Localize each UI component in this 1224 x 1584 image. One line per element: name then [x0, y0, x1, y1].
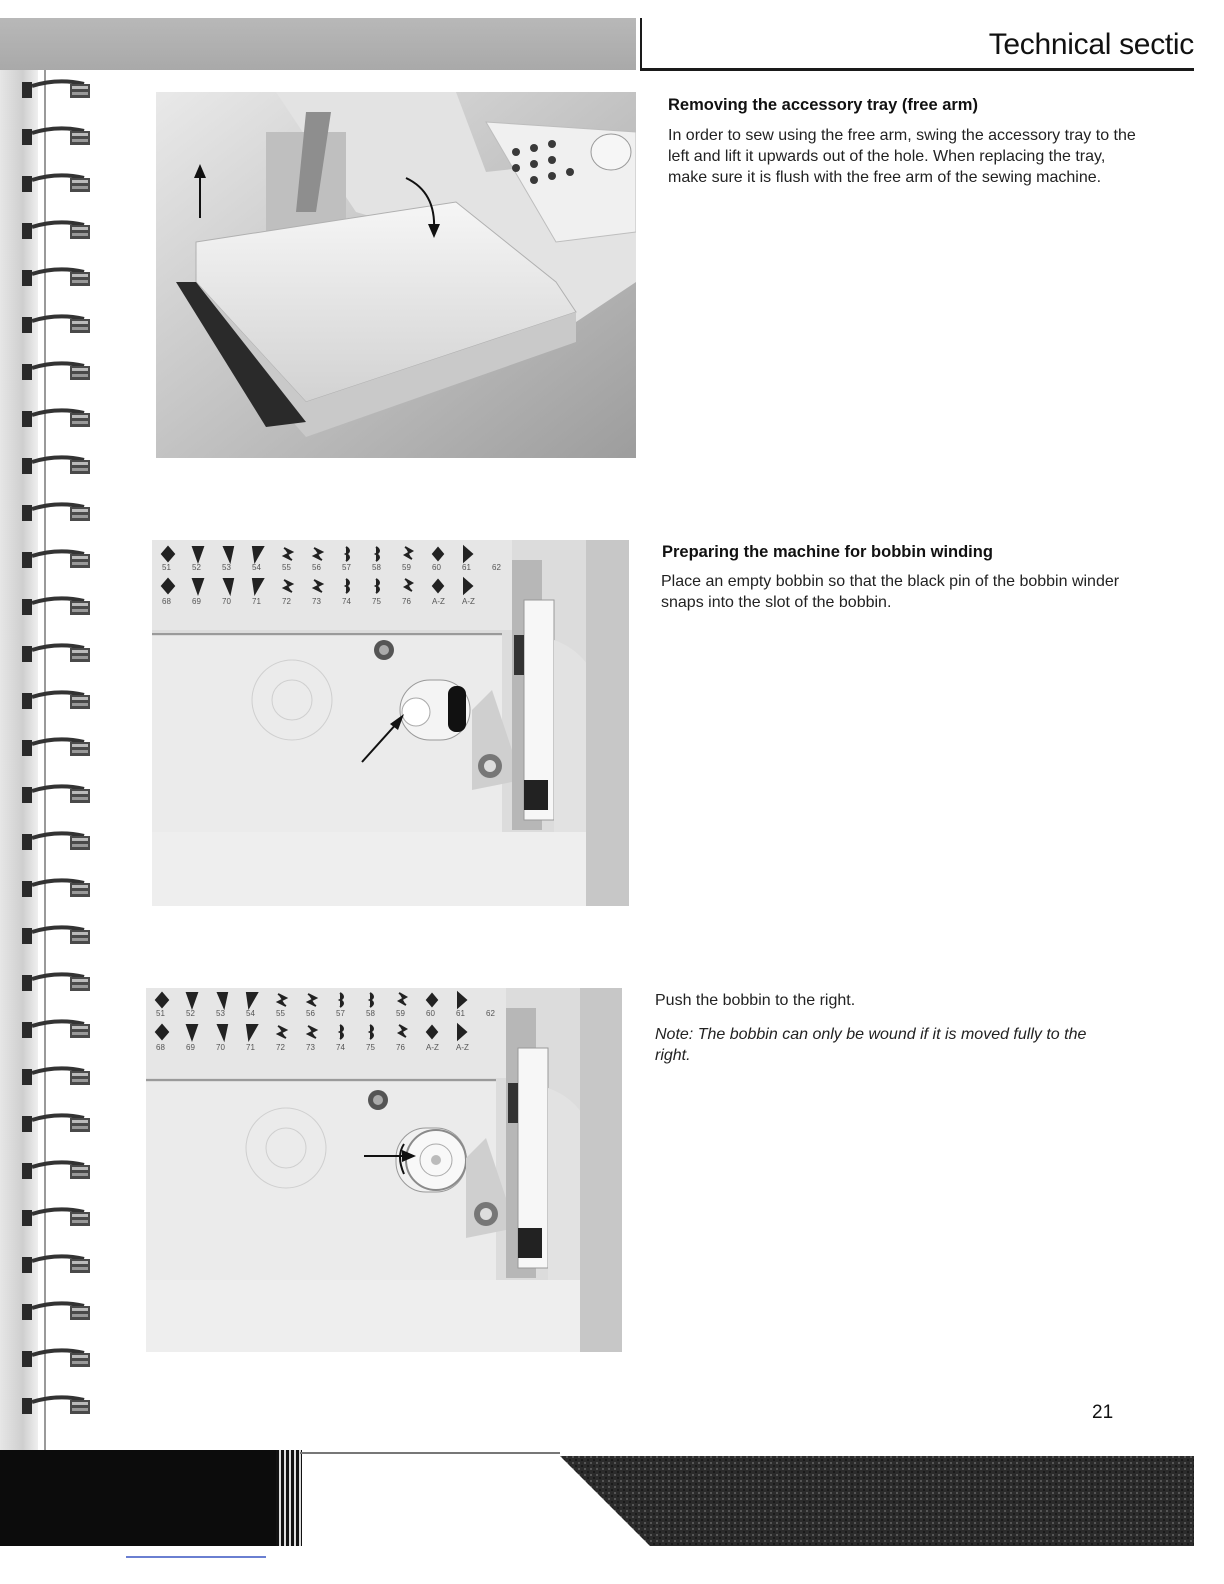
text-push-bobbin: Push the bobbin to the right.	[655, 992, 856, 1009]
binding-ring	[8, 922, 92, 948]
stitch-number: A-Z	[426, 1043, 439, 1052]
photo-accessory-tray	[156, 92, 636, 458]
stitch-number: 73	[306, 1043, 315, 1052]
stitch-number: 72	[282, 597, 291, 606]
binding-ring	[8, 405, 92, 431]
binding-ring	[8, 311, 92, 337]
binding-ring	[8, 593, 92, 619]
stitch-number: A-Z	[462, 597, 475, 606]
stitch-number: 69	[192, 597, 201, 606]
binding-ring	[8, 1298, 92, 1324]
stitch-number: 54	[252, 563, 261, 572]
binding-ring	[8, 546, 92, 572]
stitch-number: 56	[312, 563, 321, 572]
stitch-number: 54	[246, 1009, 255, 1018]
header-rule	[640, 68, 1194, 71]
binding-ring	[8, 640, 92, 666]
binding-ring	[8, 123, 92, 149]
stitch-number: 61	[456, 1009, 465, 1018]
stitch-number: 59	[396, 1009, 405, 1018]
stitch-number: 70	[216, 1043, 225, 1052]
binding-ring	[8, 969, 92, 995]
stitch-number: 53	[222, 563, 231, 572]
note-bobbin: Note: The bobbin can only be wound if it is moved fully to the right.	[655, 1026, 1087, 1064]
stitch-number: 52	[186, 1009, 195, 1018]
stitch-number: 68	[162, 597, 171, 606]
stitch-number: 61	[462, 563, 471, 572]
stitch-number: 51	[156, 1009, 165, 1018]
stitch-number: 60	[432, 563, 441, 572]
binding-ring	[8, 687, 92, 713]
stitch-number: 71	[246, 1043, 255, 1052]
stitch-number: 62	[486, 1009, 495, 1018]
stitch-number: 74	[342, 597, 351, 606]
stitch-number: 74	[336, 1043, 345, 1052]
stitch-number: 57	[336, 1009, 345, 1018]
binding-ring	[8, 1063, 92, 1089]
stitch-number: 51	[162, 563, 171, 572]
stitch-number: 71	[252, 597, 261, 606]
stitch-number: 58	[366, 1009, 375, 1018]
stitch-number: 76	[402, 597, 411, 606]
stitch-number: 70	[222, 597, 231, 606]
stitch-number: 73	[312, 597, 321, 606]
photo-bobbin-right	[146, 988, 622, 1352]
binding-ring	[8, 1204, 92, 1230]
footer-bars	[276, 1450, 302, 1546]
stitch-number: 76	[396, 1043, 405, 1052]
binding-ring	[8, 452, 92, 478]
binding-ring	[8, 264, 92, 290]
binding-ring	[8, 217, 92, 243]
binding-ring	[8, 76, 92, 102]
footer-rule	[300, 1452, 560, 1454]
binding-ring	[8, 1016, 92, 1042]
footer-link-line	[126, 1556, 266, 1558]
stitch-number: 57	[342, 563, 351, 572]
header-band	[0, 18, 636, 70]
binding-ring	[8, 781, 92, 807]
binding-ring	[8, 1251, 92, 1277]
stitch-number: 62	[492, 563, 501, 572]
photo-bobbin-winder	[152, 540, 629, 906]
binding-ring	[8, 1392, 92, 1418]
stitch-number: 58	[372, 563, 381, 572]
binding-ring	[8, 1110, 92, 1136]
stitch-number: A-Z	[456, 1043, 469, 1052]
binding-ring	[8, 1157, 92, 1183]
section-title: Technical sectic	[988, 28, 1194, 61]
page-number: 21	[1092, 1402, 1114, 1423]
stitch-number: A-Z	[432, 597, 445, 606]
binding-ring	[8, 828, 92, 854]
stitch-number: 56	[306, 1009, 315, 1018]
binding-ring	[8, 499, 92, 525]
footer-block	[0, 1450, 276, 1546]
binding-ring	[8, 875, 92, 901]
stitch-number: 72	[276, 1043, 285, 1052]
binding-ring	[8, 1345, 92, 1371]
stitch-number: 69	[186, 1043, 195, 1052]
stitch-number: 59	[402, 563, 411, 572]
binding-ring	[8, 358, 92, 384]
stitch-number: 53	[216, 1009, 225, 1018]
stitch-number: 55	[276, 1009, 285, 1018]
stitch-number: 60	[426, 1009, 435, 1018]
footer-wedge	[560, 1456, 1194, 1546]
heading-bobbin-winding: Preparing the machine for bobbin winding	[662, 543, 993, 561]
stitch-number: 68	[156, 1043, 165, 1052]
heading-accessory-tray: Removing the accessory tray (free arm)	[668, 96, 978, 114]
stitch-number: 55	[282, 563, 291, 572]
stitch-number: 75	[366, 1043, 375, 1052]
stitch-number: 52	[192, 563, 201, 572]
header-divider	[640, 18, 642, 70]
binding-ring	[8, 170, 92, 196]
stitch-number: 75	[372, 597, 381, 606]
binding-ring	[8, 734, 92, 760]
text-accessory-tray: In order to sew using the free arm, swing the accessory tray to the left and lift it upwards out of the hole. When replacing the tray, make sure it is flush with the free arm of the sewing machine.	[668, 127, 1136, 186]
text-bobbin-winding: Place an empty bobbin so that the black pin of the bobbin winder snaps into the slot of the bobbin.	[661, 573, 1120, 611]
